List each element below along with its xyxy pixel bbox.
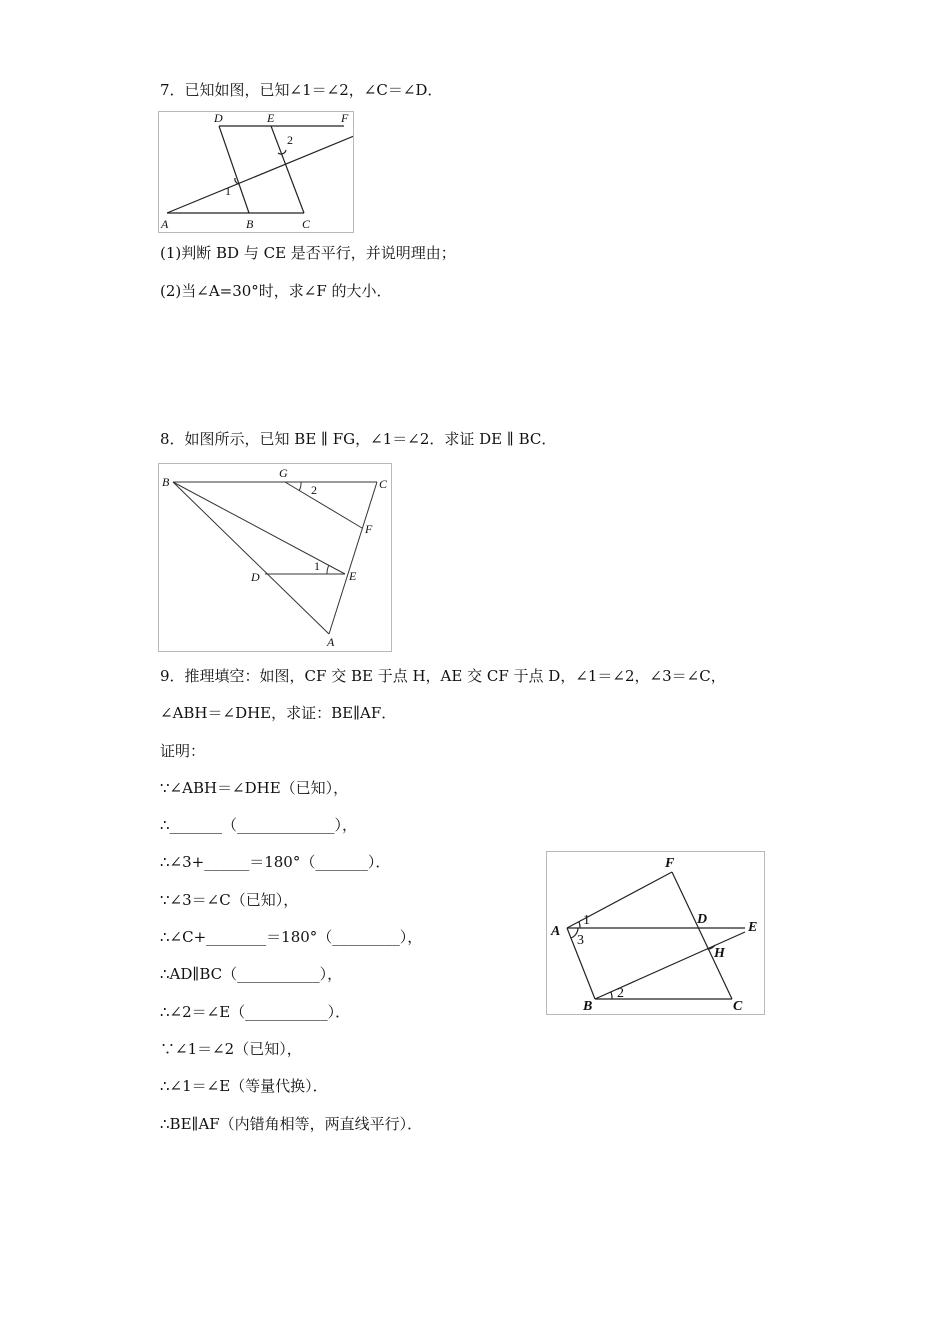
- q7-part2: (2)当∠A=30°时，求∠F 的大小．: [160, 282, 392, 300]
- q9-proof-step: ∴∠1＝∠E（等量代换）．: [160, 1077, 328, 1095]
- q8-label-G: G: [279, 466, 288, 480]
- q7-label-E: E: [267, 112, 275, 125]
- q9-line-FC: [672, 872, 732, 999]
- q9-label-C: C: [733, 999, 743, 1014]
- q7-line-DB: [219, 126, 249, 213]
- q9-label-3: 3: [577, 933, 584, 948]
- q9-angle1-arc: [579, 922, 580, 928]
- q9-label-1: 1: [583, 913, 590, 928]
- q9-proof-step: ∴AD∥BC（___________），: [160, 965, 343, 983]
- q9-proof-step: ∵∠1＝∠2（已知），: [160, 1040, 302, 1058]
- q9-label-F: F: [665, 856, 675, 871]
- q8-label-D: D: [251, 570, 260, 584]
- q9-figure: [546, 851, 765, 1015]
- q8-label-E: E: [349, 569, 357, 583]
- q9-label-D: D: [697, 912, 708, 927]
- q7-label-1: 1: [225, 184, 231, 198]
- q9-proof-step: ∵∠ABH＝∠DHE（已知），: [160, 779, 349, 797]
- q7-stem: 7．已知如图，已知∠1＝∠2，∠C＝∠D．: [160, 81, 443, 99]
- q9-proof-step: ∴_______（_____________），: [160, 816, 358, 834]
- q9-proof-label: 证明：: [160, 742, 206, 760]
- q7-part1: (1)判断 BD 与 CE 是否平行，并说明理由；: [160, 244, 456, 262]
- q9-proof-step: ∴∠2＝∠E（___________）．: [160, 1003, 351, 1021]
- q8-line-CA: [329, 482, 377, 634]
- q7-angle2-arc: [278, 150, 286, 154]
- q9-proof-step: ∴∠3+______＝180°（_______）．: [160, 853, 391, 871]
- q9-stem-line2: ∠ABH＝∠DHE，求证：BE∥AF．: [160, 704, 397, 722]
- q8-line-BA: [173, 482, 329, 634]
- q8-figure: [158, 463, 392, 652]
- q7-label-A: A: [161, 217, 169, 231]
- q9-label-H: H: [714, 946, 725, 961]
- q9-proof-step: ∵∠3＝∠C（已知），: [160, 891, 299, 909]
- q8-label-1: 1: [314, 559, 320, 573]
- q8-label-C: C: [379, 477, 388, 491]
- q8-label-F: F: [365, 522, 373, 536]
- q9-stem-line1: 9．推理填空：如图，CF 交 BE 于点 H，AE 交 CF 于点 D，∠1＝∠2，∠3＝∠C，: [160, 667, 726, 685]
- q9-label-A: A: [551, 924, 561, 939]
- q8-label-B: B: [162, 475, 170, 489]
- q9-label-B: B: [583, 999, 593, 1014]
- q9-label-2: 2: [617, 986, 624, 1001]
- q9-proof-step: ∴BE∥AF（内错角相等，两直线平行）．: [160, 1115, 423, 1133]
- q7-label-F: F: [341, 112, 349, 125]
- q8-stem: 8．如图所示，已知 BE ∥ FG，∠1＝∠2．求证 DE ∥ BC．: [160, 430, 557, 448]
- q7-label-C: C: [302, 217, 311, 231]
- q7-label-D: D: [214, 112, 223, 125]
- q7-label-2: 2: [287, 133, 293, 147]
- q7-label-B: B: [246, 217, 254, 231]
- q7-figure: [158, 111, 354, 233]
- q8-label-A: A: [327, 635, 335, 649]
- q9-proof-step: ∴∠C+________＝180°（_________），: [160, 928, 423, 946]
- q8-angle1-arc: [327, 565, 329, 574]
- q8-label-2: 2: [311, 483, 317, 497]
- q7-line-AF: [167, 136, 353, 213]
- q9-label-E: E: [748, 920, 758, 935]
- q8-angle2-arc: [299, 482, 301, 491]
- q9-angle2-arc: [611, 992, 612, 999]
- q8-line-GF: [285, 482, 362, 528]
